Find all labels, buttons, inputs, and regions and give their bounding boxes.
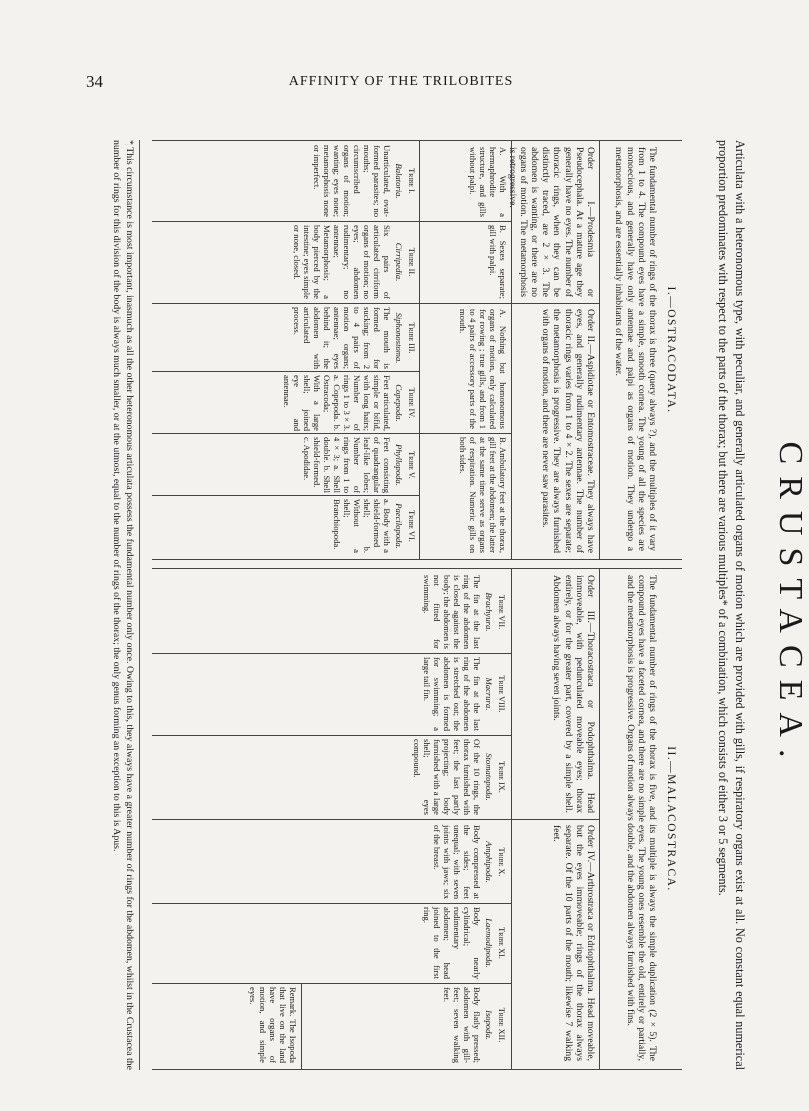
table-title: CRUSTACEA.	[772, 441, 809, 770]
subgroup-a-homonomous: A. Nothing but homonomous organs of motion, only calculated for rowing ; true gills, and from 1 to 4 pairs of accessory parts of the mouth.	[458, 309, 508, 429]
tribe-10: Tribe X. Amphipoda. Body compressed at the sides; feet unequal; with seven joints with jaws; six of the breast.	[432, 825, 506, 899]
malacostraca-intro: The fundamental number of rings of the thorax is five, and its multiple is always the simple duplication (2 × 5). The compound eyes have a faceted cornea, and there are no simple eyes. The young ones resemble the old, entirely or partially, and the metamorphosis is progressive. Organs of motion always double, and the abdomen always furnished with fins.	[624, 575, 658, 1061]
ostracodata-intro: The fundamental number of rings of the thorax is three (query always ?), and the multiples of it vary from 1 to 4. The compound eyes have a simple, smooth cornea. The young of all the species are monoecious, and generally have only antennae and palpi as organs of motion. They undergo a metamorphosis, and are essentially inhabitants of the water.	[613, 147, 658, 551]
crustacea-intro: Articulata with a heteronomous type, with peculiar, and generally articulated organs of motion which are provided with gills, if respiratory organs exist at all. No constant equal numerical proportion predominates with respect to the parts of the thorax; but there are various multiples* of a combination, which consists of either 3 or 5 segments.	[716, 140, 747, 1070]
tribe-3: Tribe III. Siphonostoma. The mouth is formed for sucking; from 2 to 4 pairs of motion organs; antennae; eyes behind it; the abdomen with articulated process.	[292, 307, 416, 369]
tribe-7: Tribe VII. Brachyura. The fin at the last ring of the abdomen is closed against the body; the abdomen is not fitted for swimming.	[422, 575, 506, 649]
subgroup-b-sexes-separate: B. Sexes separate; gill with palpi.	[488, 225, 508, 299]
malacostraca-title: II.—MALACOSTRACA.	[665, 746, 677, 892]
tribe-12: Tribe XII. Isopoda. Body flatly pressed; abdomen with gill-feet; seven walking feet.	[442, 987, 506, 1063]
rotated-table-page	[75, 100, 809, 1111]
running-title: AFFINITY OF THE TRILOBITES	[288, 74, 514, 89]
page-number: 34	[86, 72, 103, 91]
tribe-8: Tribe VIII. Macrura. The fin at the last ring of the abdomen is stretched out; the abdomen is formed for swimming; a large tail fin.	[422, 657, 506, 731]
tribe-11: Tribe XI. Laemodipoda. Body nearly cylindrical; rudimentary abdomen; head joined to the first ring.	[422, 907, 506, 979]
order-4: Order IV.—Arthrostraca or Edriophthalma. Head moveable, but the eyes immoveable; rings of the thorax always separate. Of the 10 parts of the mouth; likewise 7 walking feet.	[551, 825, 596, 1061]
ostracodata-column	[152, 140, 682, 560]
order-2: Order II.—Aspidiotae or Entomostraceae. They always have eyes, and generally rudimentary antennae. The number of thoracic rings varies from 1 to 4 × 2. The sexes are separate; the metamorphosis is progressive. They are always furnished with organs of motion, and there are never saw parasites.	[540, 309, 596, 553]
footnote: * This circumstance is most important, inasmuch as all the other heteronomous articulata possess the fundamental number only once. Owing to this, they always have a greater number of rings for the abdomen, whilst in the Crustacea the number of rings for this division of the body is always much smaller, or at the utmost, equal to the number of rings of the thorax; the only genus forming an exception to this is Apus.	[110, 140, 140, 1070]
ostracodata-title: I.—OSTRACODATA.	[665, 286, 677, 414]
malacostraca-column	[152, 568, 682, 1070]
tribe-5: Tribe V. Phyllopoda. Feet consisting of quadrangular leaf-like lobes; Number of rings from 1 to 4 × 3; a. Shell double. b. Shell shield-formed. c. Apodidae.	[302, 437, 416, 493]
tribe-4: Tribe IV. Copepoda. Feet articulated, simple or bifid, with long hairs; Number of rings 1 to 3 × 3. a. Copepoda. b. Ostracoda; With a large shell; joined eye and antennae.	[282, 375, 416, 431]
tribe-9: Tribe IX. Stomatopoda. Of the 10 rings, the thorax furnished with feet; the last partly projecting; body furnished with a large shell; eyes compound.	[412, 739, 506, 815]
order-3: Order III.—Thoracostraca or Podophthalma. Head immoveable, with pedunculated moveable eyes; thorax entirely, or for the greater part, covered by a simple shell. Abdomen always having seven joints.	[551, 575, 596, 813]
remark-isopoda: Remark. The Isopoda that live on the land have organs of motion, and simple eyes.	[248, 987, 298, 1063]
tribe-1: Tribe I. Balatoria. Unarticulated, ovat-formed parasites; no mouths; circumscribed organs of motion; wanting; eyes none; metamorphosis none or imperfect.	[312, 145, 416, 217]
tribe-2: Tribe II. Cirripedia. Six pairs of articulated cirriform organs of motion; no eyes; abdomen rudimentary; no antennae; Metamorphosis; a body pierced by the intestine; eyes simple or none, closed.	[292, 225, 416, 299]
subgroup-a-hermaphrodite: A. With a hermaphrodite structure, and gills without palpi.	[468, 147, 508, 217]
order-1: Order I.—Prodesmia or Pseudocephala. At a mature age they generally have no eyes. The number of thoracic rings, when they can be distinctly traced, are 2 × 3. The abdomen is wanting, or there are no organs of motion. The metamorphosis is retrogressive.	[506, 147, 596, 297]
tribe-6: Tribe VI. Paecilopoda. a. Body with a shield-formed shell; b. Without a shell; Branchiopoda.	[332, 499, 416, 553]
subgroup-b-ambulatory: B. Ambulatory feet at the thorax, gill feet at the abdomen; the latter at the same time serve as organs of respiration. Numeric gills on both sides.	[458, 437, 508, 553]
page-header	[86, 72, 716, 94]
